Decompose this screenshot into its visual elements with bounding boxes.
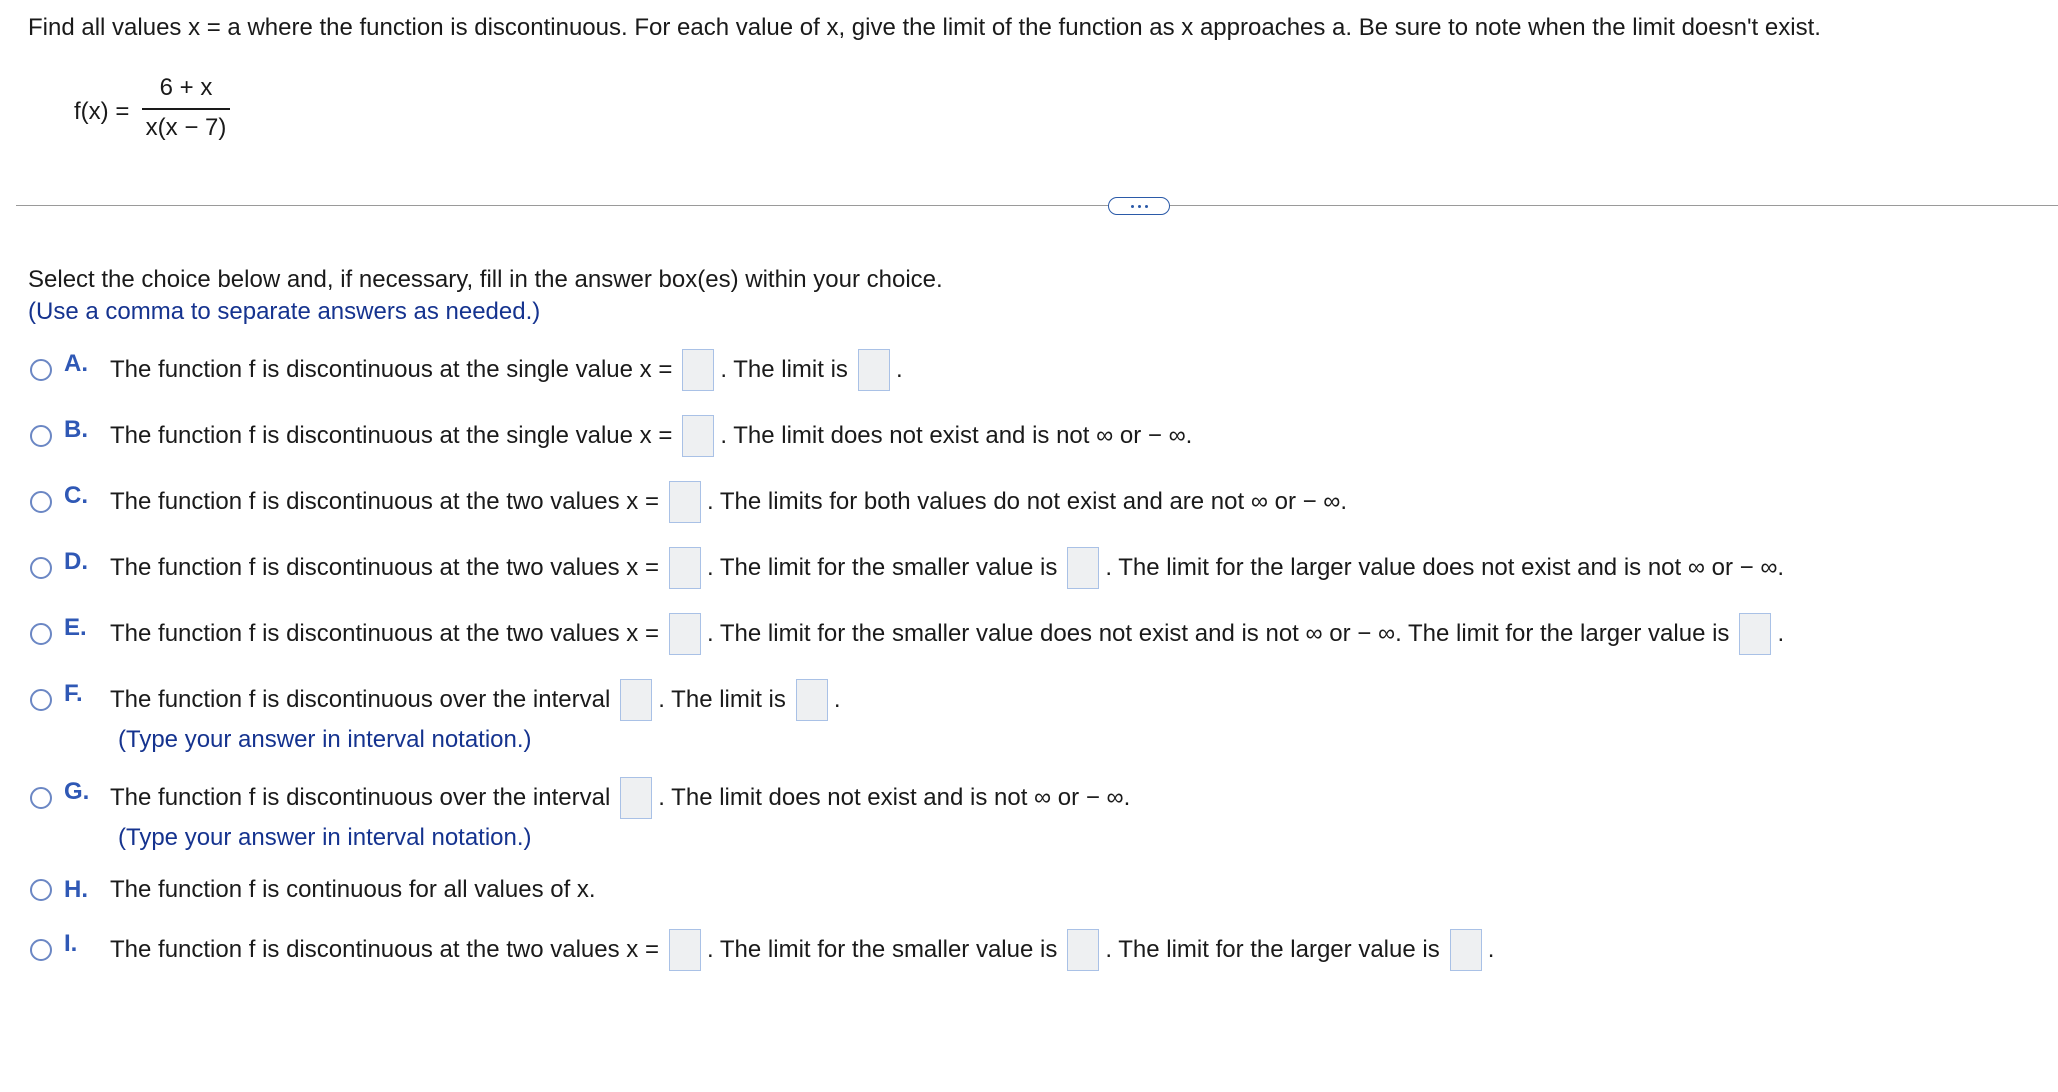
interval-notation-hint: (Type your answer in interval notation.) [118, 726, 532, 753]
choice-text: . The limit for the smaller value does not exist and is not ∞ or − ∞. The limit for the larger value is [706, 620, 1730, 647]
choice-text: The function f is discontinuous over the interval [110, 686, 611, 713]
answer-box-larger-limit[interactable] [1450, 929, 1482, 971]
answer-box-x-values[interactable] [669, 929, 701, 971]
choice-text: The function f is discontinuous at the two values x = [110, 620, 659, 647]
ellipsis-icon-dot [1138, 205, 1141, 208]
ellipsis-icon [1131, 205, 1134, 208]
choice-text: . The limits for both values do not exist and are not ∞ or − ∞. [706, 488, 1348, 515]
answer-box-x-values[interactable] [669, 613, 701, 655]
radio-choice-b[interactable] [30, 425, 52, 447]
answer-box-limit[interactable] [796, 679, 828, 721]
choice-letter: E. [64, 614, 87, 641]
choice-letter: D. [64, 548, 88, 575]
choice-letter: H. [64, 876, 88, 903]
answer-box-interval[interactable] [620, 777, 652, 819]
choice-a [30, 348, 903, 392]
choice-text: . The limit for the smaller value is [706, 554, 1058, 581]
choice-text: The function f is discontinuous at the two values x = [110, 936, 659, 963]
radio-choice-d[interactable] [30, 557, 52, 579]
answer-box-x-value[interactable] [682, 415, 714, 457]
function-fraction [140, 74, 232, 142]
answer-box-x-values[interactable] [669, 481, 701, 523]
choice-text: The function f is discontinuous over the interval [110, 784, 611, 811]
choice-text: . The limit is [720, 356, 848, 383]
answer-box-interval[interactable] [620, 679, 652, 721]
choice-text: . The limit does not exist and is not ∞ or − ∞. [720, 422, 1193, 449]
choice-text: . [1777, 620, 1785, 647]
radio-choice-f[interactable] [30, 689, 52, 711]
radio-choice-a[interactable] [30, 359, 52, 381]
interval-notation-hint: (Type your answer in interval notation.) [118, 824, 532, 851]
choice-text: . [833, 686, 841, 713]
answer-box-x-value[interactable] [682, 349, 714, 391]
answer-box-x-values[interactable] [669, 547, 701, 589]
answer-box-limit[interactable] [858, 349, 890, 391]
section-divider [16, 205, 2058, 206]
radio-choice-g[interactable] [30, 787, 52, 809]
radio-choice-c[interactable] [30, 491, 52, 513]
choice-letter: I. [64, 930, 78, 957]
choice-text: The function f is continuous for all values of x. [110, 876, 596, 903]
choice-h [30, 868, 596, 912]
answer-box-larger-limit[interactable] [1739, 613, 1771, 655]
instructions-hint: (Use a comma to separate answers as needed.) [28, 298, 541, 325]
choice-g [30, 776, 1130, 856]
choice-d [30, 546, 1784, 590]
choice-letter: C. [64, 482, 88, 509]
choice-c [30, 480, 1347, 524]
fraction-denominator: x(x − 7) [145, 114, 227, 141]
choice-text: . The limit for the larger value is [1105, 936, 1440, 963]
choice-text: . The limit does not exist and is not ∞ or − ∞. [658, 784, 1131, 811]
choice-text: The function f is discontinuous at the two values x = [110, 488, 659, 515]
expand-more-button[interactable] [1108, 197, 1170, 215]
choice-text: The function f is discontinuous at the single value x = [110, 422, 673, 449]
choice-text: . The limit for the smaller value is [706, 936, 1058, 963]
choice-text: . The limit for the larger value does not exist and is not ∞ or − ∞. [1105, 554, 1785, 581]
answer-box-smaller-limit[interactable] [1067, 547, 1099, 589]
radio-choice-i[interactable] [30, 939, 52, 961]
choice-f [30, 678, 841, 758]
ellipsis-icon-dot [1145, 205, 1148, 208]
choice-text: . The limit is [658, 686, 786, 713]
choice-text: . [895, 356, 903, 383]
function-label: f(x) = [74, 98, 130, 125]
radio-choice-e[interactable] [30, 623, 52, 645]
choice-text: The function f is discontinuous at the single value x = [110, 356, 673, 383]
choice-b [30, 414, 1192, 458]
choice-letter: B. [64, 416, 88, 443]
choice-letter: G. [64, 778, 90, 805]
answer-box-smaller-limit[interactable] [1067, 929, 1099, 971]
radio-choice-h[interactable] [30, 879, 52, 901]
fraction-numerator: 6 + x [159, 74, 213, 101]
question-prompt: Find all values x = a where the function is discontinuous. For each value of x, give the limit of the function as x approaches a. Be sure to note when the limit doesn't exist. [28, 14, 1821, 41]
choice-text: . [1487, 936, 1495, 963]
choice-letter: A. [64, 350, 88, 377]
instructions-text: Select the choice below and, if necessary, fill in the answer box(es) within your choice. [28, 266, 943, 293]
choice-e [30, 612, 1784, 656]
choice-letter: F. [64, 680, 83, 707]
choice-text: The function f is discontinuous at the two values x = [110, 554, 659, 581]
choice-i [30, 928, 1494, 972]
